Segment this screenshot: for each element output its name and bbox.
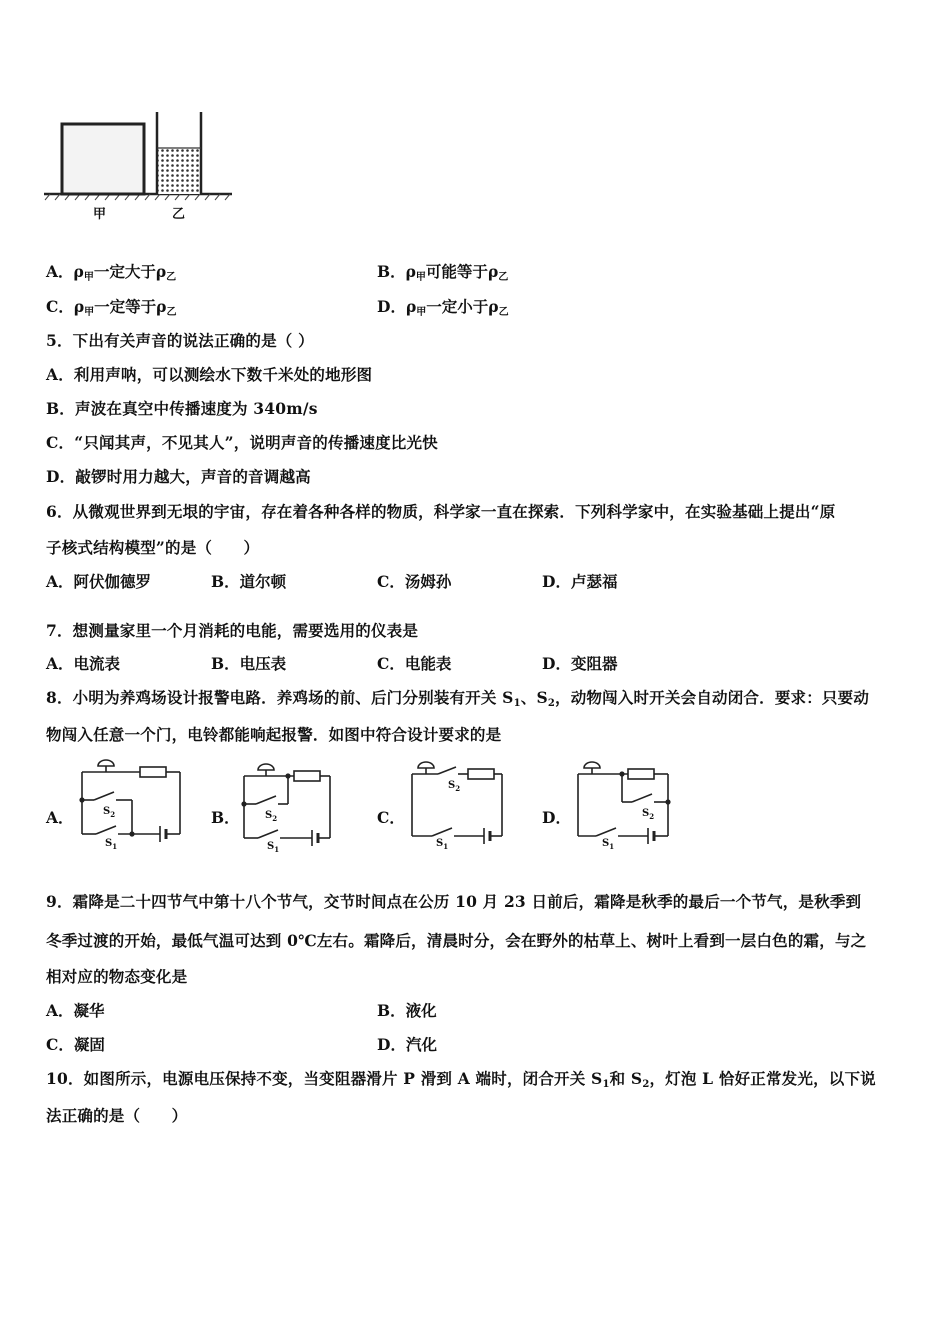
q7-option-c[interactable]: C．电能表 — [377, 654, 452, 673]
circuit-c-s2-label: $S_2$ — [448, 780, 461, 793]
circuit-a-s2-label: $S_2$ — [103, 806, 116, 819]
q8-option-d[interactable]: D． — [542, 808, 571, 827]
q8-option-b[interactable]: B． — [211, 808, 240, 827]
q9-option-a[interactable]: A．凝华 — [46, 1001, 105, 1020]
q6-option-a[interactable]: A．阿伏伽德罗 — [46, 572, 152, 591]
q6-stem-line1: 6．从微观世界到无垠的宇宙，存在着各种各样的物质，科学家一直在探索．下列科学家中，在实验基础上提出“原 — [46, 502, 836, 521]
q5-option-c[interactable]: C．“只闻其声，不见其人”，说明声音的传播速度比光快 — [46, 433, 438, 452]
q9-stem-line2: 冬季过渡的开始，最低气温可达到 0℃左右。霜降后，清晨时分，会在野外的枯草上、树叶上看到一层白色的霜，与之 — [46, 931, 867, 950]
q9-stem-line3: 相对应的物态变化是 — [46, 967, 188, 986]
q9-option-b[interactable]: B．液化 — [377, 1001, 437, 1020]
q10-stem-line2: 法正确的是（ ） — [46, 1106, 188, 1125]
q9-stem-line1: 9．霜降是二十四节气中第十八个节气，交节时间点在公历 10 月 23 日前后，霜降是秋季的最后一个节气，是秋季到 — [46, 892, 862, 911]
q8-stem-line1: 8．小明为养鸡场设计报警电路．养鸡场的前、后门分别装有开关 $S_1$、$S_2$，动物闯入时开关会自动闭合．要求：只要动 — [46, 688, 870, 709]
container-yi — [157, 112, 201, 194]
q6-option-b[interactable]: B．道尔顿 — [211, 572, 287, 591]
circuit-b — [236, 762, 351, 857]
q4-option-b[interactable]: B．ρ甲可能等于ρ乙 — [377, 262, 509, 283]
q8-option-c[interactable]: C． — [377, 808, 405, 827]
q7-option-d[interactable]: D．变阻器 — [542, 654, 618, 673]
q4-option-a[interactable]: A．ρ甲一定大于ρ乙 — [46, 262, 177, 283]
q4-option-c[interactable]: C．ρ甲一定等于ρ乙 — [46, 297, 177, 318]
circuit-c-s1-label: $S_1$ — [436, 838, 449, 851]
circuit-c — [404, 760, 514, 855]
label-yi: 乙 — [172, 207, 186, 222]
q5-stem: 5．下出有关声音的说法正确的是（ ） — [46, 331, 314, 350]
circuit-d-s1-label: $S_1$ — [602, 838, 615, 851]
circuit-d-s2-label: $S_2$ — [642, 808, 655, 821]
circuit-d — [570, 760, 680, 855]
q5-option-a[interactable]: A．利用声呐，可以测绘水下数千米处的地形图 — [46, 365, 373, 384]
q10-stem-line1: 10．如图所示，电源电压保持不变，当变阻器滑片 P 滑到 A 端时，闭合开关 $S_1$和 $S_2$，灯泡 L 恰好正常发光，以下说 — [46, 1069, 876, 1090]
q7-stem: 7．想测量家里一个月消耗的电能，需要选用的仪表是 — [46, 621, 419, 640]
q8-option-a[interactable]: A． — [46, 808, 74, 827]
circuit-b-s1-label: $S_1$ — [267, 841, 280, 854]
q6-option-c[interactable]: C．汤姆孙 — [377, 572, 452, 591]
density-figure — [40, 108, 240, 228]
q7-option-a[interactable]: A．电流表 — [46, 654, 121, 673]
q5-option-d[interactable]: D．敲锣时用力越大，声音的音调越高 — [46, 467, 311, 486]
q6-stem-line2: 子核式结构模型”的是（ ） — [46, 538, 260, 557]
q4-option-d[interactable]: D．ρ甲一定小于ρ乙 — [377, 297, 509, 318]
q5-option-b[interactable]: B．声波在真空中传播速度为 340m/s — [46, 399, 318, 418]
circuit-a-s1-label: $S_1$ — [105, 838, 118, 851]
q6-option-d[interactable]: D．卢瑟福 — [542, 572, 618, 591]
q7-option-b[interactable]: B．电压表 — [211, 654, 287, 673]
circuit-a — [72, 758, 187, 853]
block-jia — [62, 124, 144, 194]
q9-option-c[interactable]: C．凝固 — [46, 1035, 105, 1054]
q8-stem-line2: 物闯入任意一个门，电铃都能响起报警．如图中符合设计要求的是 — [46, 725, 502, 744]
circuit-b-s2-label: $S_2$ — [265, 810, 278, 823]
label-jia: 甲 — [93, 207, 107, 222]
q9-option-d[interactable]: D．汽化 — [377, 1035, 437, 1054]
